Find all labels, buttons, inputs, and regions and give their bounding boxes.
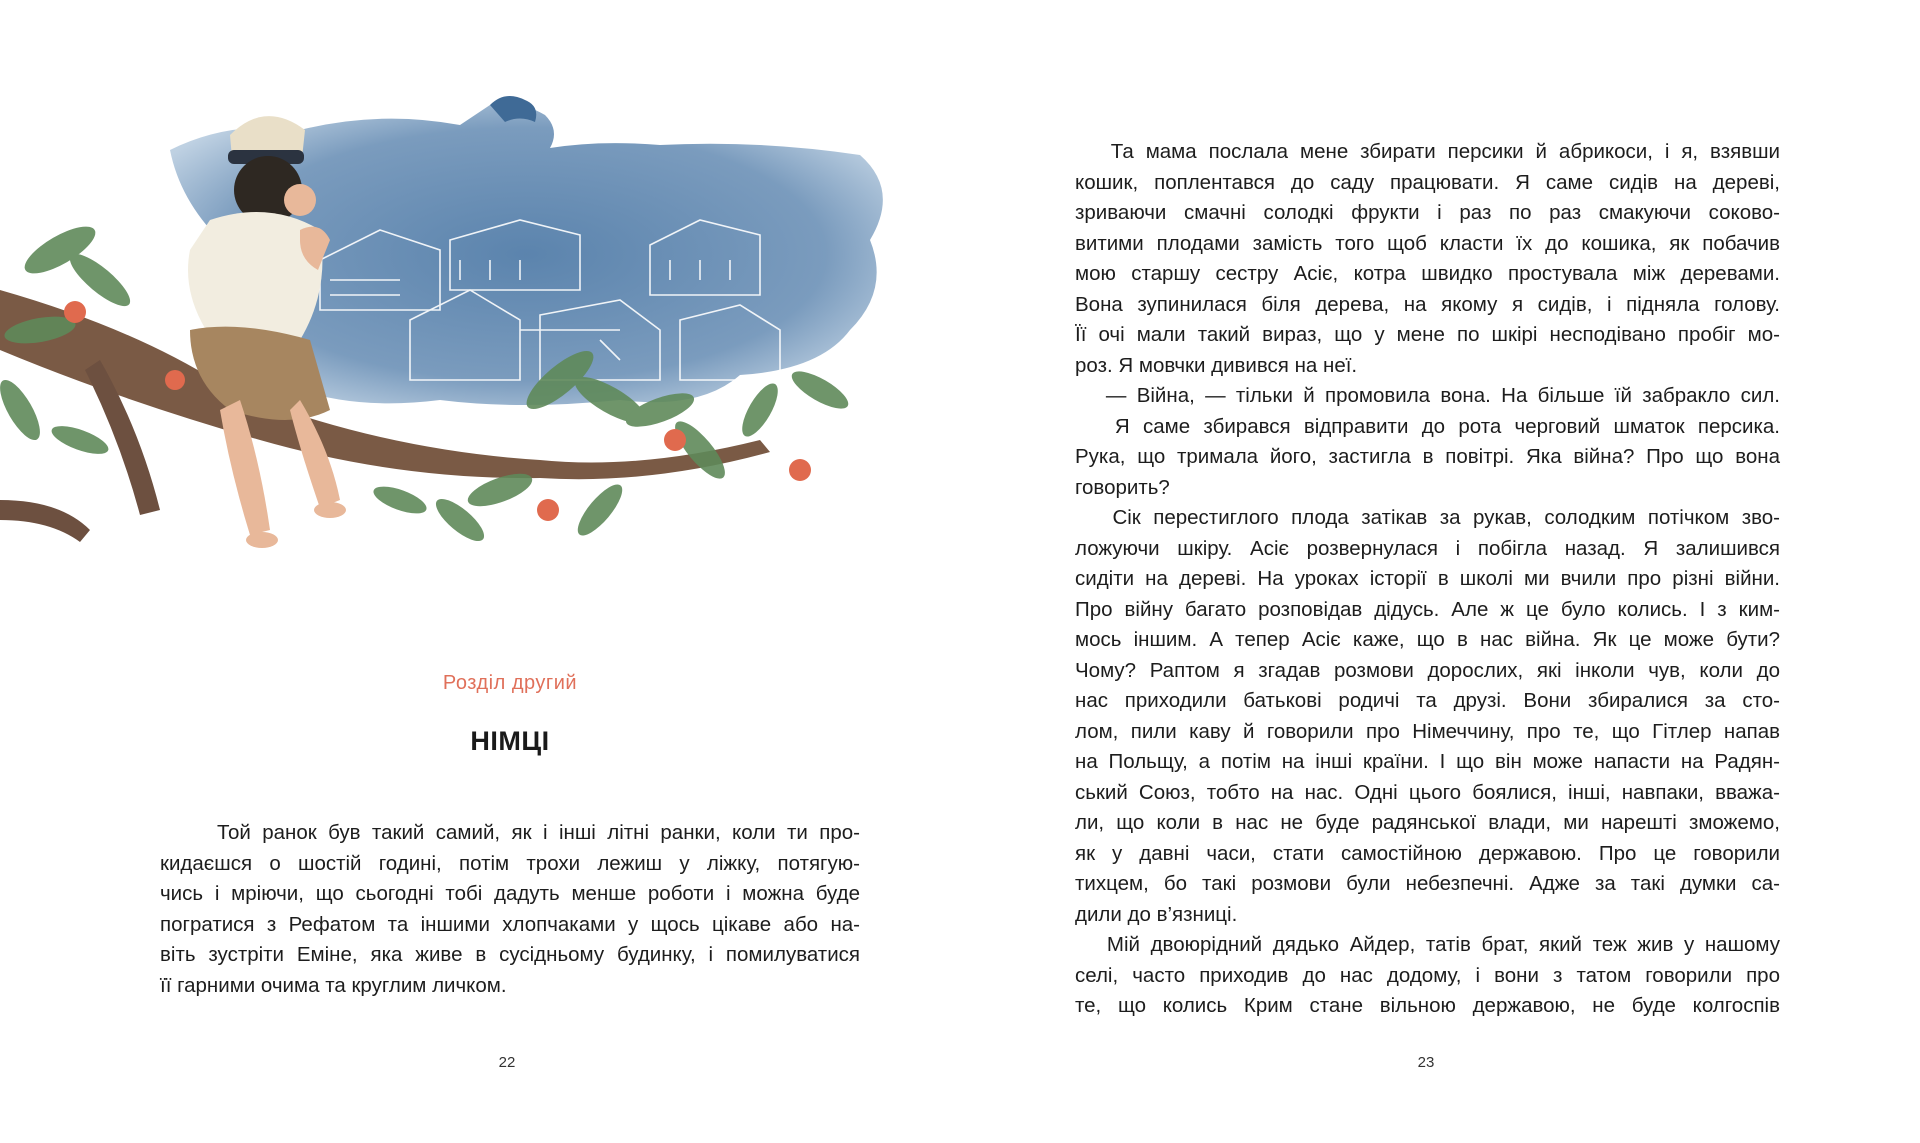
text-line: Мій двоюрідний дядько Айдер, татів брат, який теж жив у нашому bbox=[1075, 933, 1780, 956]
chapter-label: Розділ другий bbox=[442, 672, 578, 694]
text-line: нас приходили батькові родичі та друзі. Вони збиралися за сто- bbox=[1075, 689, 1780, 712]
text-line: те, що колись Крим стане вільною державою, не буде колгоспів bbox=[1075, 994, 1780, 1017]
text-line: мось іншим. А тепер Асіє каже, що в нас війна. Як це може бути? bbox=[1075, 628, 1780, 651]
boy-in-peach-tree-illustration bbox=[0, 30, 940, 660]
text-line: Чому? Раптом я згадав розмови дорослих, які інколи чув, коли до bbox=[1075, 658, 1780, 682]
text-line: лом, пили каву й говорили про Німеччину, про те, що Гітлер напав bbox=[1075, 719, 1780, 743]
text-line: Той ранок був такий самий, як і інші літні ранки, коли ти про- bbox=[160, 821, 860, 844]
text-line: ський Союз, тобто на нас. Одні цього боялися, інші, навпаки, вважа- bbox=[1075, 780, 1780, 804]
right-body-text bbox=[1075, 137, 1780, 1022]
text-line: мою старшу сестру Асіє, котра швидко простувала між деревами. bbox=[1075, 262, 1780, 285]
text-line: погратися з Рефатом та іншими хлопчаками у щось цікаве або на- bbox=[160, 912, 860, 936]
text-line: її гарними очима та круглим личком. bbox=[160, 973, 507, 997]
text-line: дили до в’язниці. bbox=[1075, 902, 1238, 926]
text-line: тихцем, бо такі розмови були небезпечні. Адже за такі думки са- bbox=[1075, 872, 1780, 895]
left-body-text bbox=[160, 818, 860, 1001]
text-line: зриваючи смачні солодкі фрукти і раз по раз смакуючи соково- bbox=[1075, 201, 1780, 224]
text-line: Я саме збирався відправити до рота черговий шматок персика. bbox=[1075, 414, 1780, 438]
text-line: Вона зупинилася біля дерева, на якому я сидів, і підняла голову. bbox=[1075, 292, 1780, 316]
text-line: ложуючи шкіру. Асіє розвернулася і побігла назад. Я залишився bbox=[1075, 536, 1780, 560]
text-line: роз. Я мовчки дивився на неї. bbox=[1075, 353, 1358, 377]
text-line: на Польщу, а потім на інші країни. І що він може напасти на Радян- bbox=[1075, 750, 1780, 773]
text-line: Сік перестиглого плода затікав за рукав, солодким потічком зво- bbox=[1075, 506, 1780, 529]
text-line: Про війну багато розповідав дідусь. Але ж це було колись. І з ким- bbox=[1075, 597, 1780, 621]
text-line: кошик, поплентався до саду працювати. Я саме сидів на дереві, bbox=[1075, 170, 1780, 194]
right-page bbox=[960, 0, 1920, 1143]
text-line: як у давні часи, стати самостійною державою. Про це говорили bbox=[1075, 841, 1780, 865]
text-line: говорить? bbox=[1075, 475, 1170, 499]
text-line: — Війна, — тільки й промовила вона. На більше їй забракло сил. bbox=[1075, 384, 1780, 407]
text-line: Рука, що тримала його, застигла в повітрі. Яка війна? Про що вона bbox=[1075, 445, 1780, 468]
page-number: 23 bbox=[1417, 1054, 1435, 1071]
text-line: селі, часто приходив до нас додому, і вони з татом говорили про bbox=[1075, 963, 1780, 987]
text-line: Її очі мали такий вираз, що у мене по шкірі несподівано пробіг мо- bbox=[1075, 323, 1780, 346]
text-line: ли, що коли в нас не буде радянської влади, ми нарешті зможемо, bbox=[1075, 811, 1780, 834]
text-line: витими плодами замість того щоб класти їх до кошика, як побачив bbox=[1075, 231, 1780, 255]
text-line: чись і мріючи, що сьогодні тобі дадуть менше роботи і можна буде bbox=[160, 882, 860, 905]
chapter-title: НІМЦІ bbox=[470, 726, 550, 756]
text-line: Та мама послала мене збирати персики й абрикоси, і я, взявши bbox=[1075, 140, 1780, 163]
page-number: 22 bbox=[498, 1054, 516, 1071]
text-line: віть зустріти Еміне, яка живе в сусідньому будинку, і помилуватися bbox=[160, 943, 860, 966]
text-line: кидаєшся о шостій годині, потім трохи лежиш у ліжку, потягую- bbox=[160, 851, 860, 875]
text-line: сидіти на дереві. На уроках історії в школі ми вчили про різні війни. bbox=[1075, 567, 1780, 590]
